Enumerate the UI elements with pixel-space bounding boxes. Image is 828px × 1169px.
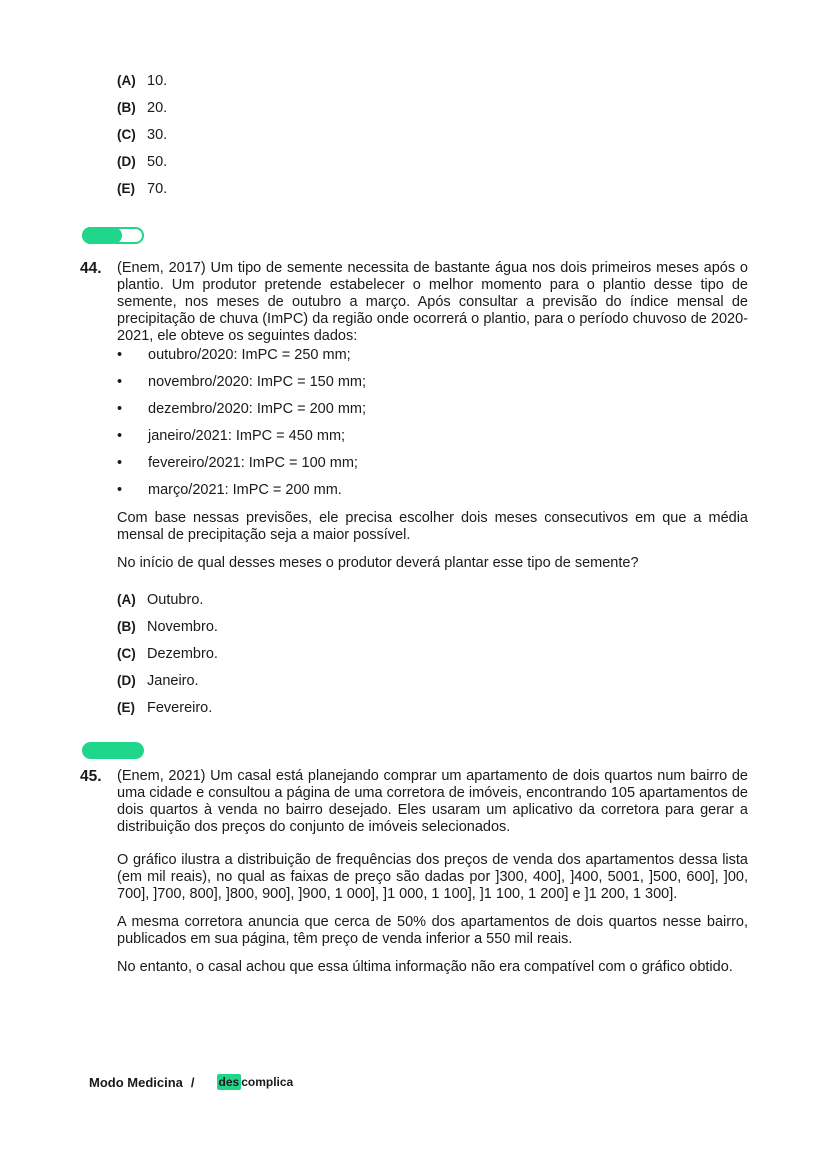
logo-des: des [218, 1075, 240, 1089]
bullet-item [117, 455, 358, 472]
question-number: 44. [80, 260, 102, 277]
option-a [117, 72, 167, 90]
option-letter: (E) [117, 700, 135, 715]
logo-complica: complica [241, 1075, 294, 1089]
option-text: Outubro. [147, 592, 204, 608]
option-letter: (A) [117, 592, 136, 607]
bullet-item [117, 482, 342, 499]
option-e [117, 180, 167, 198]
bullet-icon: • [117, 482, 123, 498]
option-c [117, 645, 218, 663]
bullet-icon: • [117, 347, 123, 363]
bullet-text: novembro/2020: ImPC = 150 mm; [148, 374, 367, 390]
bullet-text: outubro/2020: ImPC = 250 mm; [148, 347, 351, 363]
option-b [117, 99, 167, 117]
option-letter: (B) [117, 100, 136, 115]
option-text: Dezembro. [147, 646, 218, 662]
option-text: 50. [147, 154, 168, 170]
option-d [117, 153, 167, 171]
bullet-item [117, 401, 366, 418]
difficulty-indicator-icon [82, 742, 144, 759]
option-text: Janeiro. [147, 673, 199, 689]
option-letter: (B) [117, 619, 136, 634]
option-letter: (D) [117, 154, 136, 169]
bullet-text: dezembro/2020: ImPC = 200 mm; [148, 401, 367, 417]
option-text: Novembro. [147, 619, 218, 635]
option-e [117, 699, 212, 717]
bullet-item [117, 374, 366, 391]
bullet-text: janeiro/2021: ImPC = 450 mm; [148, 428, 346, 444]
option-letter: (E) [117, 181, 135, 196]
footer-title: Modo Medicina [89, 1074, 183, 1090]
option-c [117, 126, 167, 144]
question-paragraph: No entanto, o casal achou que essa última informação não era compatível com o gráfico obtido. [117, 959, 733, 975]
option-letter: (C) [117, 127, 136, 142]
option-letter: (D) [117, 673, 136, 688]
bullet-icon: • [117, 428, 123, 444]
option-text: 20. [147, 100, 168, 116]
bullet-icon: • [117, 401, 123, 417]
footer [89, 1074, 293, 1090]
bullet-icon: • [117, 374, 123, 390]
question-paragraph: A mesma corretora anuncia que cerca de 50% dos apartamentos de dois quartos nesse bairro, publicados em sua página, têm preço de venda inferior a 550 mil reais. [117, 914, 748, 947]
option-letter: (A) [117, 73, 136, 88]
question-intro: (Enem, 2021) Um casal está planejando comprar um apartamento de dois quartos num bairro de uma cidade e consultou a página de uma corretora de imóveis, encontrando 105 apartamentos de dois quartos à venda no bairro desejado. Eles usaram um aplicativo da corretora para gerar a distribuição dos preços do conjunto de imóveis selecionados. [117, 768, 748, 835]
option-d [117, 672, 199, 690]
bullet-item [117, 347, 351, 364]
footer-separator: / [190, 1074, 195, 1090]
question-prompt: No início de qual desses meses o produtor deverá plantar esse tipo de semente? [117, 555, 639, 571]
option-text: 30. [147, 127, 168, 143]
question-paragraph: Com base nessas previsões, ele precisa escolher dois meses consecutivos em que a média mensal de precipitação seja a maior possível. [117, 510, 748, 543]
option-text: Fevereiro. [147, 700, 213, 716]
question-number: 45. [80, 768, 102, 785]
option-b [117, 618, 218, 636]
option-letter: (C) [117, 646, 136, 661]
bullet-item [117, 428, 345, 445]
bullet-text: março/2021: ImPC = 200 mm. [148, 482, 342, 498]
difficulty-indicator-icon [82, 227, 144, 244]
option-text: 10. [147, 73, 168, 89]
bullet-text: fevereiro/2021: ImPC = 100 mm; [148, 455, 358, 471]
option-text: 70. [147, 181, 168, 197]
descomplica-logo [217, 1074, 294, 1090]
option-a [117, 591, 203, 609]
bullet-icon: • [117, 455, 123, 471]
question-paragraph: O gráfico ilustra a distribuição de frequências dos preços de venda dos apartamentos dessa lista (em mil reais), no qual as faixas de preço são dadas por ]300, 400], ]400, 5001, ]500, 600], ]00, 700], ]700, 800], ]800, 900], ]900, 1 000], ]1 000, 1 100], ]1 100, 1 200] e ]1 200, 1 300]. [117, 852, 748, 902]
question-intro: (Enem, 2017) Um tipo de semente necessita de bastante água nos dois primeiros meses após o plantio. Um produtor pretende estabelecer o melhor momento para o plantio desse tipo de semente, nos meses de outubro a março. Após consultar a previsão do índice mensal de precipitação de chuva (ImPC) da região onde ocorrerá o plantio, para o período chuvoso de 2020-2021, ele obteve os seguintes dados: [117, 260, 748, 344]
